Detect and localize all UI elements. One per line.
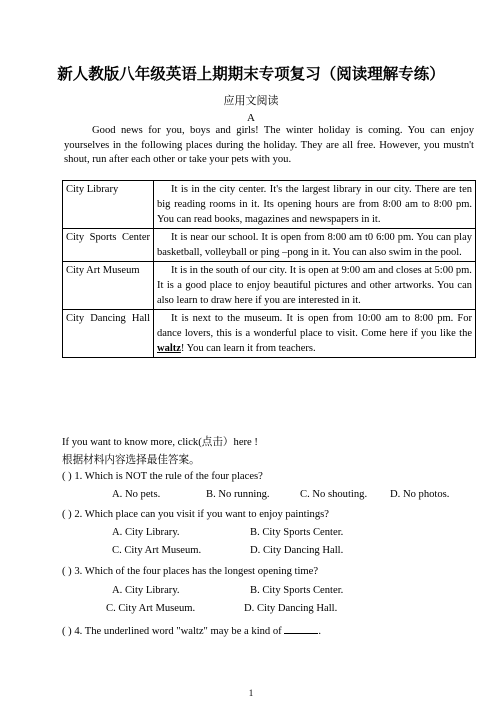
description-text: It is next to the museum. It is open from 10:00 am to 8:00 pm. For dance lovers, this is a wonderful place to visit. Come here if you like the bbox=[157, 313, 472, 339]
place-description: It is near our school. It is open from 8:00 am t0 6:00 pm. You can play basketball, volleyball or ping –pong in it. You can also swim in the pool. bbox=[154, 229, 476, 262]
place-name: City Library bbox=[63, 181, 154, 229]
section-label: A bbox=[247, 112, 255, 124]
place-name: City Sports Center bbox=[63, 229, 154, 262]
option-b: B. City Sports Center. bbox=[250, 527, 344, 538]
table-row bbox=[63, 181, 476, 229]
underlined-word: waltz bbox=[157, 343, 181, 354]
table-row bbox=[63, 310, 476, 358]
option-d: D. City Dancing Hall. bbox=[244, 603, 338, 614]
description-text: ! You can learn it from teachers. bbox=[180, 343, 316, 354]
document-subtitle: 应用文阅读 bbox=[223, 94, 279, 107]
fill-in-blank[interactable] bbox=[284, 623, 318, 634]
question-4: ( ) 4. The underlined word "waltz" may be a kind of . bbox=[62, 623, 321, 637]
option-c: C. City Art Museum. bbox=[112, 545, 202, 556]
option-d: D. No photos. bbox=[390, 489, 450, 500]
question-text: 1. Which is NOT the rule of the four places? bbox=[74, 471, 263, 482]
question-text: 3. Which of the four places has the longest opening time? bbox=[74, 566, 319, 577]
option-a: A. City Library. bbox=[112, 585, 180, 596]
question-text: 2. Which place can you visit if you want to enjoy paintings? bbox=[74, 509, 329, 520]
answer-blank[interactable]: ( ) bbox=[62, 509, 72, 520]
option-a: A. City Library. bbox=[112, 527, 180, 538]
option-b: B. No running. bbox=[206, 489, 270, 500]
document-title: 新人教版八年级英语上期期末专项复习（阅读理解专练） bbox=[57, 65, 445, 83]
option-d: D. City Dancing Hall. bbox=[250, 545, 344, 556]
intro-paragraph: Good news for you, boys and girls! The winter holiday is coming. You can enjoy yourselves in the following places during the holiday. They are all free. However, you mustn't shout, run after each other or take your pets with you. bbox=[64, 125, 474, 165]
table-row bbox=[63, 229, 476, 262]
places-table bbox=[62, 180, 476, 358]
place-description-line: It is a good place to enjoy beautiful pictures and other artworks. You can also learn to draw here if you are interested in it. bbox=[157, 280, 472, 306]
option-a: A. No pets. bbox=[112, 489, 161, 500]
place-description bbox=[154, 262, 476, 310]
answer-blank[interactable]: ( ) bbox=[62, 566, 72, 577]
page-number: 1 bbox=[248, 688, 254, 698]
place-description bbox=[154, 310, 476, 358]
option-c: C. City Art Museum. bbox=[106, 603, 196, 614]
more-info-link[interactable]: If you want to know more, click(点击）here ! bbox=[62, 437, 258, 448]
place-description: It is in the city center. It's the largest library in our city. There are ten big reading rooms in it. Its opening hours are from 8:00 am to 8:00 pm. You can read books, magazines and newspapers in it. bbox=[154, 181, 476, 229]
answer-blank[interactable]: ( ) bbox=[62, 471, 72, 482]
table-row bbox=[63, 262, 476, 310]
question-text: 4. The underlined word "waltz" may be a kind of bbox=[74, 626, 282, 637]
question-1 bbox=[62, 471, 263, 482]
answer-blank[interactable]: ( ) bbox=[62, 626, 72, 637]
option-b: B. City Sports Center. bbox=[250, 585, 344, 596]
place-description-line: It is in the south of our city. It is open at 9:00 am and closes at 5:00 pm. bbox=[171, 265, 472, 276]
place-name: City Art Museum bbox=[63, 262, 154, 310]
option-c: C. No shouting. bbox=[300, 489, 368, 500]
question-3 bbox=[62, 566, 318, 577]
question-2 bbox=[62, 509, 329, 520]
place-name: City Dancing Hall bbox=[63, 310, 154, 358]
instruction-text: 根据材料内容选择最佳答案。 bbox=[62, 454, 200, 466]
